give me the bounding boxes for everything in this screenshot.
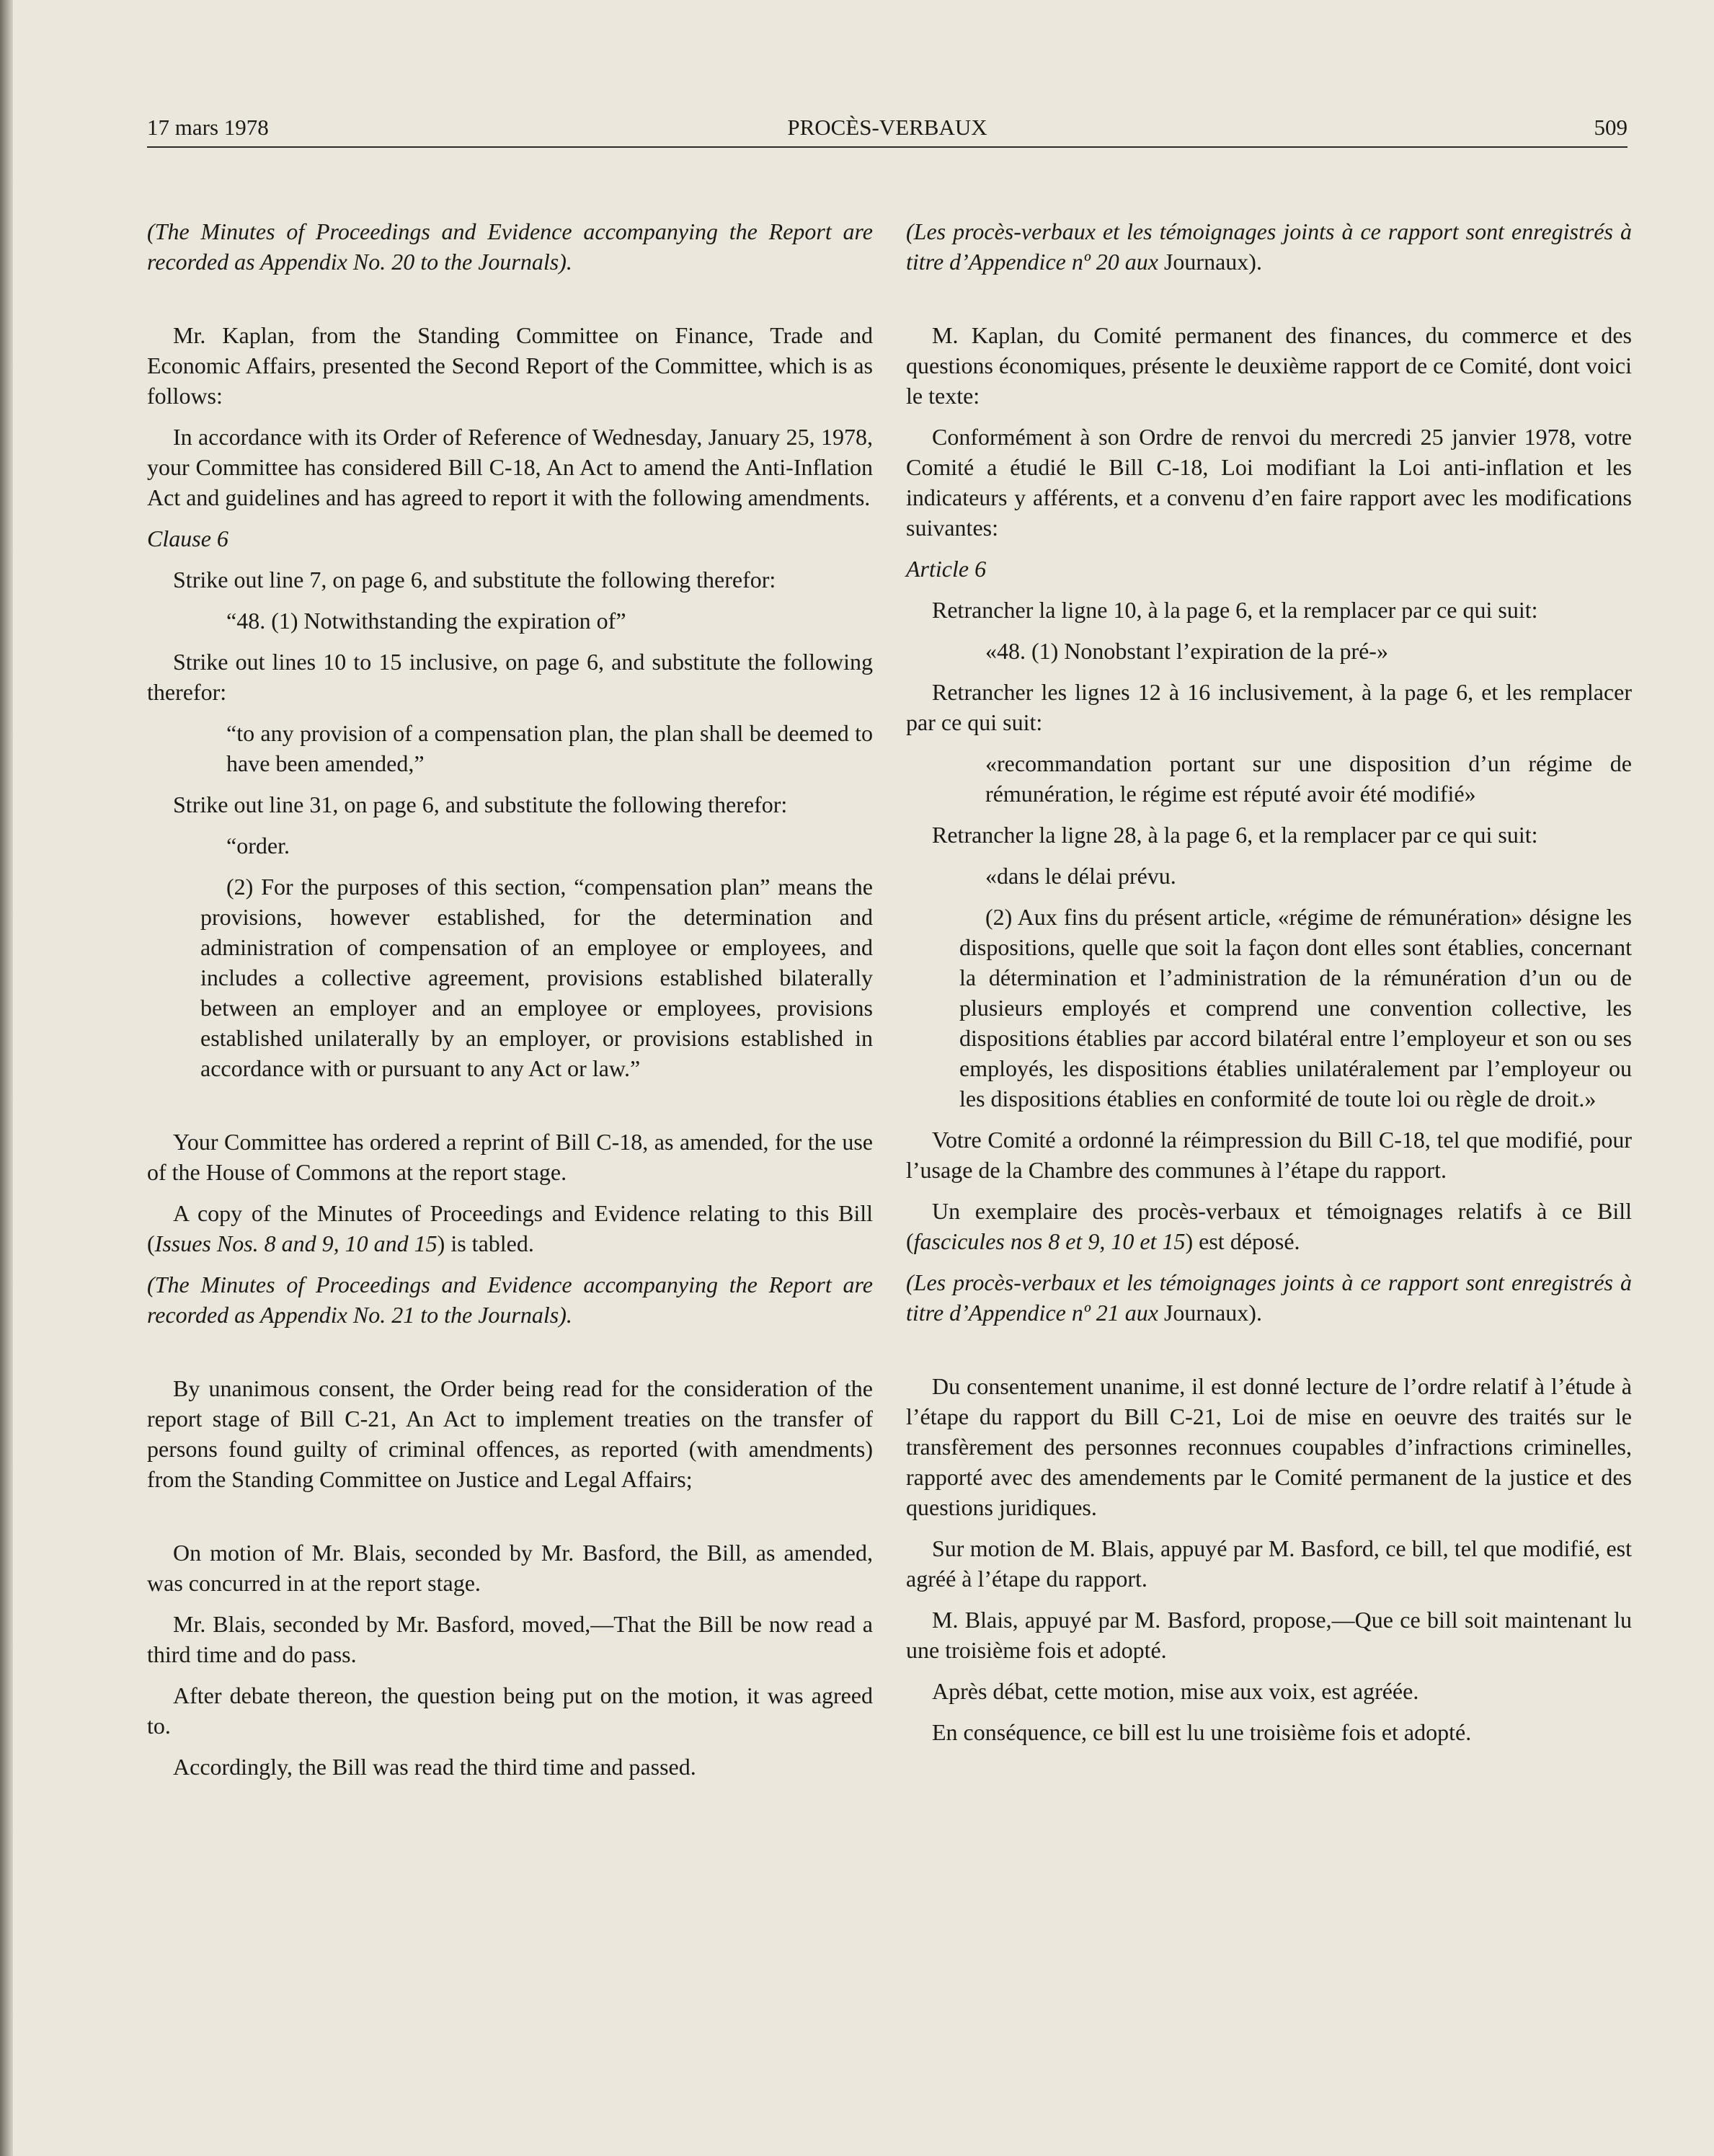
kaplan-intro: Mr. Kaplan, from the Standing Committee on Finance, Trade and Economic Affairs, presented the Second Report of the Committee, which is as follows:: [147, 322, 873, 409]
article-heading: Article 6: [906, 556, 987, 582]
strike-instruction-3: Strike out line 31, on page 6, and substitute the following therefor:: [173, 791, 788, 817]
motion-paragraph: On motion of Mr. Blais, seconded by Mr. Basford, the Bill, as amended, was concurred in at the report stage.: [147, 1540, 873, 1596]
strike-instruction-2: Strike out lines 10 to 15 inclusive, on page 6, and substitute the following therefor:: [147, 649, 873, 705]
header-date: 17 mars 1978: [147, 115, 269, 140]
order-of-reference: In accordance with its Order of Reference of Wednesday, January 25, 1978, your Committee has considered Bill C-18, An Act to amend the Anti-Inflation Act and guidelines and has agreed to report it with the following amendments.: [147, 424, 873, 510]
page-binding-edge: [0, 0, 13, 2156]
reprint-paragraph: Your Committee has ordered a reprint of Bill C-18, as amended, for the use of the House of Commons at the report stage.: [147, 1129, 873, 1185]
moved-paragraph-fr: M. Blais, appuyé par M. Basford, propose,—Que ce bill soit maintenant lu une troisième fois et adopté.: [906, 1607, 1632, 1663]
substitute-text-3b: (2) For the purposes of this section, “compensation plan” means the provisions, however established, for the determination and administration of compensation of an employee or employees, and includes a collective agreement, provisions established bilaterally between an employer and an employee or employees, provisions established unilaterally by an employer, or provisions established in accordance with or pursuant to any Act or law.”: [200, 874, 873, 1081]
minutes-note-2-fr: (Les procès-verbaux et les témoignages joints à ce rapport sont enregistrés à titre d’Appendice nº 21 aux Journaux).: [906, 1269, 1632, 1326]
substitute-text-2: “to any provision of a compensation plan, the plan shall be deemed to have been amended,”: [226, 720, 873, 776]
substitute-text-1: “48. (1) Notwithstanding the expiration of”: [226, 608, 626, 634]
minutes-note-2: (The Minutes of Proceedings and Evidence accompanying the Report are recorded as Appendix No. 21 to the Journals).: [147, 1272, 873, 1328]
page-header: [147, 112, 1628, 148]
minutes-note-1-fr: (Les procès-verbaux et les témoignages joints à ce rapport sont enregistrés à titre d’Appendice nº 20 aux Journaux).: [906, 218, 1632, 275]
copy-tabled-paragraph: A copy of the Minutes of Proceedings and Evidence relating to this Bill (Issues Nos. 8 and 9, 10 and 15) is tabled.: [147, 1200, 873, 1256]
header-title: PROCÈS-VERBAUX: [787, 115, 987, 140]
substitute-text-1-fr: «48. (1) Nonobstant l’expiration de la pré-»: [985, 638, 1388, 664]
substitute-text-2-fr: «recommandation portant sur une disposition d’un régime de rémunération, le régime est réputé avoir été modifié»: [985, 750, 1632, 807]
consent-paragraph: By unanimous consent, the Order being read for the consideration of the report stage of Bill C-21, An Act to implement treaties on the transfer of persons found guilty of criminal offences, as reported (with amendments) from the Standing Committee on Justice and Legal Affairs;: [147, 1375, 873, 1492]
debate-paragraph: After debate thereon, the question being put on the motion, it was agreed to.: [147, 1682, 873, 1739]
substitute-text-3a-fr: «dans le délai prévu.: [985, 863, 1176, 889]
clause-heading: Clause 6: [147, 525, 228, 551]
page-number: 509: [1594, 115, 1628, 140]
french-column: [906, 216, 1632, 1758]
strike-instruction-2-fr: Retrancher les lignes 12 à 16 inclusivement, à la page 6, et les remplacer par ce qui suit:: [906, 679, 1632, 735]
kaplan-intro-fr: M. Kaplan, du Comité permanent des finances, du commerce et des questions économiques, présente le deuxième rapport de ce Comité, dont voici le texte:: [906, 322, 1632, 409]
passed-paragraph: Accordingly, the Bill was read the third time and passed.: [173, 1754, 696, 1780]
motion-paragraph-fr: Sur motion de M. Blais, appuyé par M. Basford, ce bill, tel que modifié, est agréé à l’étape du rapport.: [906, 1535, 1632, 1592]
reprint-paragraph-fr: Votre Comité a ordonné la réimpression du Bill C-18, tel que modifié, pour l’usage de la Chambre des communes à l’étape du rapport.: [906, 1127, 1632, 1183]
strike-instruction-1: Strike out line 7, on page 6, and substitute the following therefor:: [173, 567, 776, 593]
consent-paragraph-fr: Du consentement unanime, il est donné lecture de l’ordre relatif à l’étude à l’étape du rapport du Bill C-21, Loi de mise en oeuvre des traités sur le transfèrement des personnes reconnues coupables d’infractions criminelles, rapporté avec des amendements par le Comité permanent de la justice et des questions juridiques.: [906, 1373, 1632, 1520]
copy-tabled-paragraph-fr: Un exemplaire des procès-verbaux et témoignages relatifs à ce Bill (fascicules nos 8 et 9, 10 et 15) est déposé.: [906, 1198, 1632, 1254]
moved-paragraph: Mr. Blais, seconded by Mr. Basford, moved,—That the Bill be now read a third time and do pass.: [147, 1611, 873, 1667]
passed-paragraph-fr: En conséquence, ce bill est lu une troisième fois et adopté.: [932, 1719, 1472, 1745]
english-column: [147, 216, 873, 1793]
strike-instruction-3-fr: Retrancher la ligne 28, à la page 6, et la remplacer par ce qui suit:: [932, 822, 1538, 848]
substitute-text-3b-fr: (2) Aux fins du présent article, «régime de rémunération» désigne les dispositions, quelle que soit la façon dont elles sont établies, concernant la détermination et l’administration de la rémunération d’un ou de plusieurs employés et comprend une convention collective, les dispositions établies par accord bilatéral entre l’employeur et son ou ses employés, les dispositions établies unilatéralement par l’employeur ou les dispositions établies en conformité de toute loi ou règle de droit.»: [959, 904, 1632, 1112]
minutes-note-1: (The Minutes of Proceedings and Evidence accompanying the Report are recorded as Appendix No. 20 to the Journals).: [147, 218, 873, 275]
order-of-reference-fr: Conformément à son Ordre de renvoi du mercredi 25 janvier 1978, votre Comité a étudié le Bill C-18, Loi modifiant la Loi anti-inflation et les indicateurs y afférents, et a convenu d’en faire rapport avec les modifications suivantes:: [906, 424, 1632, 541]
debate-paragraph-fr: Après débat, cette motion, mise aux voix, est agréée.: [932, 1678, 1419, 1704]
strike-instruction-1-fr: Retrancher la ligne 10, à la page 6, et la remplacer par ce qui suit:: [932, 597, 1538, 623]
substitute-text-3a: “order.: [226, 833, 290, 859]
